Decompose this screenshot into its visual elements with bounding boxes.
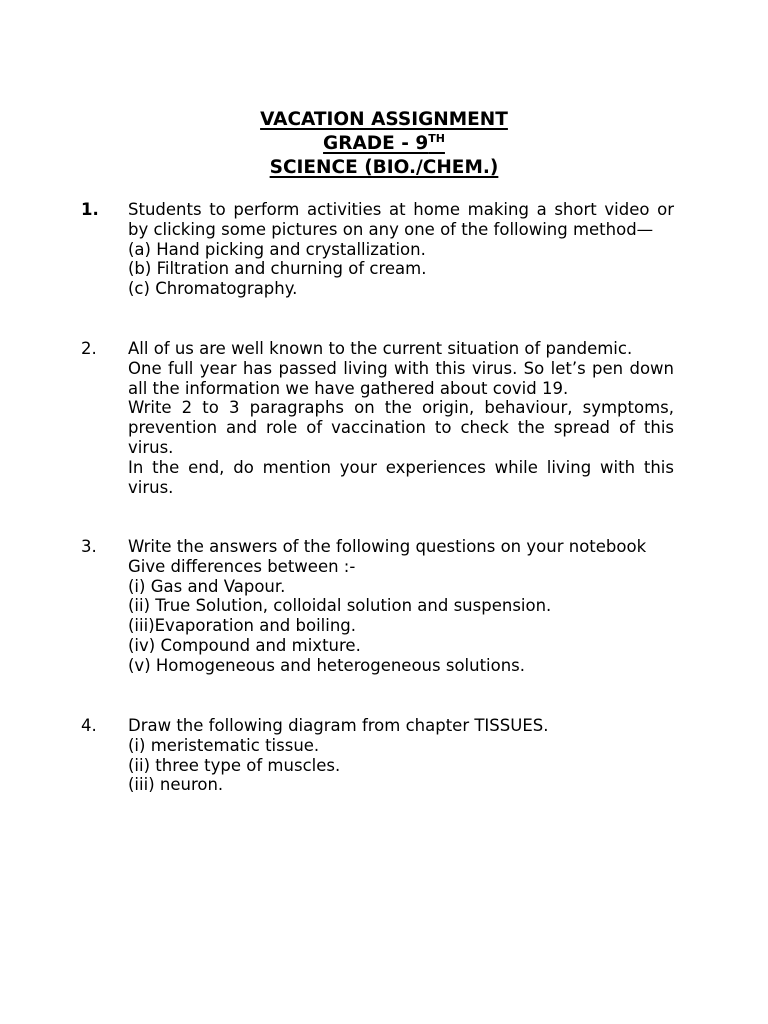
title-line <box>0 108 768 132</box>
question-text: One full year has passed living with this virus. So let’s pen down all the information we have gathered about covid 19. <box>128 358 674 398</box>
sub-item: (ii) three type of muscles. <box>128 755 341 775</box>
subject-line <box>0 156 768 180</box>
question-number: 3. <box>81 537 97 556</box>
sub-item: (iv) Compound and mixture. <box>128 635 361 655</box>
question-text: Students to perform activities at home making a short video or by clicking some pictures on any one of the following method— <box>128 200 674 239</box>
grade-line <box>0 132 768 156</box>
sub-item: (iii) neuron. <box>128 775 224 795</box>
question-body <box>128 537 674 676</box>
sub-item: (a) Hand picking and crystallization. <box>128 239 426 259</box>
grade-superscript: TH <box>428 132 445 145</box>
question-text: Write the answers of the following questions on your notebook <box>128 537 647 556</box>
question-body <box>128 716 674 795</box>
question-body <box>128 339 674 497</box>
document-header <box>0 108 768 180</box>
sub-item: (iii)Evaporation and boiling. <box>128 616 357 636</box>
assignment-title: VACATION ASSIGNMENT <box>260 109 508 130</box>
subject-heading: SCIENCE (BIO./CHEM.) <box>269 157 499 178</box>
question-number: 4. <box>81 716 97 735</box>
sub-item: Give differences between :- <box>128 556 356 576</box>
sub-item: (c) Chromatography. <box>128 279 298 299</box>
sub-item: (v) Homogeneous and heterogeneous solutions. <box>128 655 526 675</box>
sub-item: (i) meristematic tissue. <box>128 735 320 755</box>
question-text: Write 2 to 3 paragraphs on the origin, behaviour, symptoms, prevention and role of vaccination to check the spread of this virus. <box>128 398 674 457</box>
sub-item: Draw the following diagram from chapter TISSUES. <box>128 716 549 735</box>
question-text: In the end, do mention your experiences while living with this virus. <box>128 457 674 497</box>
sub-item: (ii) True Solution, colloidal solution and suspension. <box>128 596 552 616</box>
sub-item: (i) Gas and Vapour. <box>128 576 286 596</box>
question-number: 1. <box>81 200 99 219</box>
grade-text: GRADE - 9 <box>323 133 429 154</box>
sub-item: (b) Filtration and churning of cream. <box>128 259 427 279</box>
question-body <box>128 200 674 299</box>
question-number: 2. <box>81 339 97 358</box>
grade-heading <box>323 133 445 154</box>
question-text: All of us are well known to the current situation of pandemic. <box>128 339 633 358</box>
